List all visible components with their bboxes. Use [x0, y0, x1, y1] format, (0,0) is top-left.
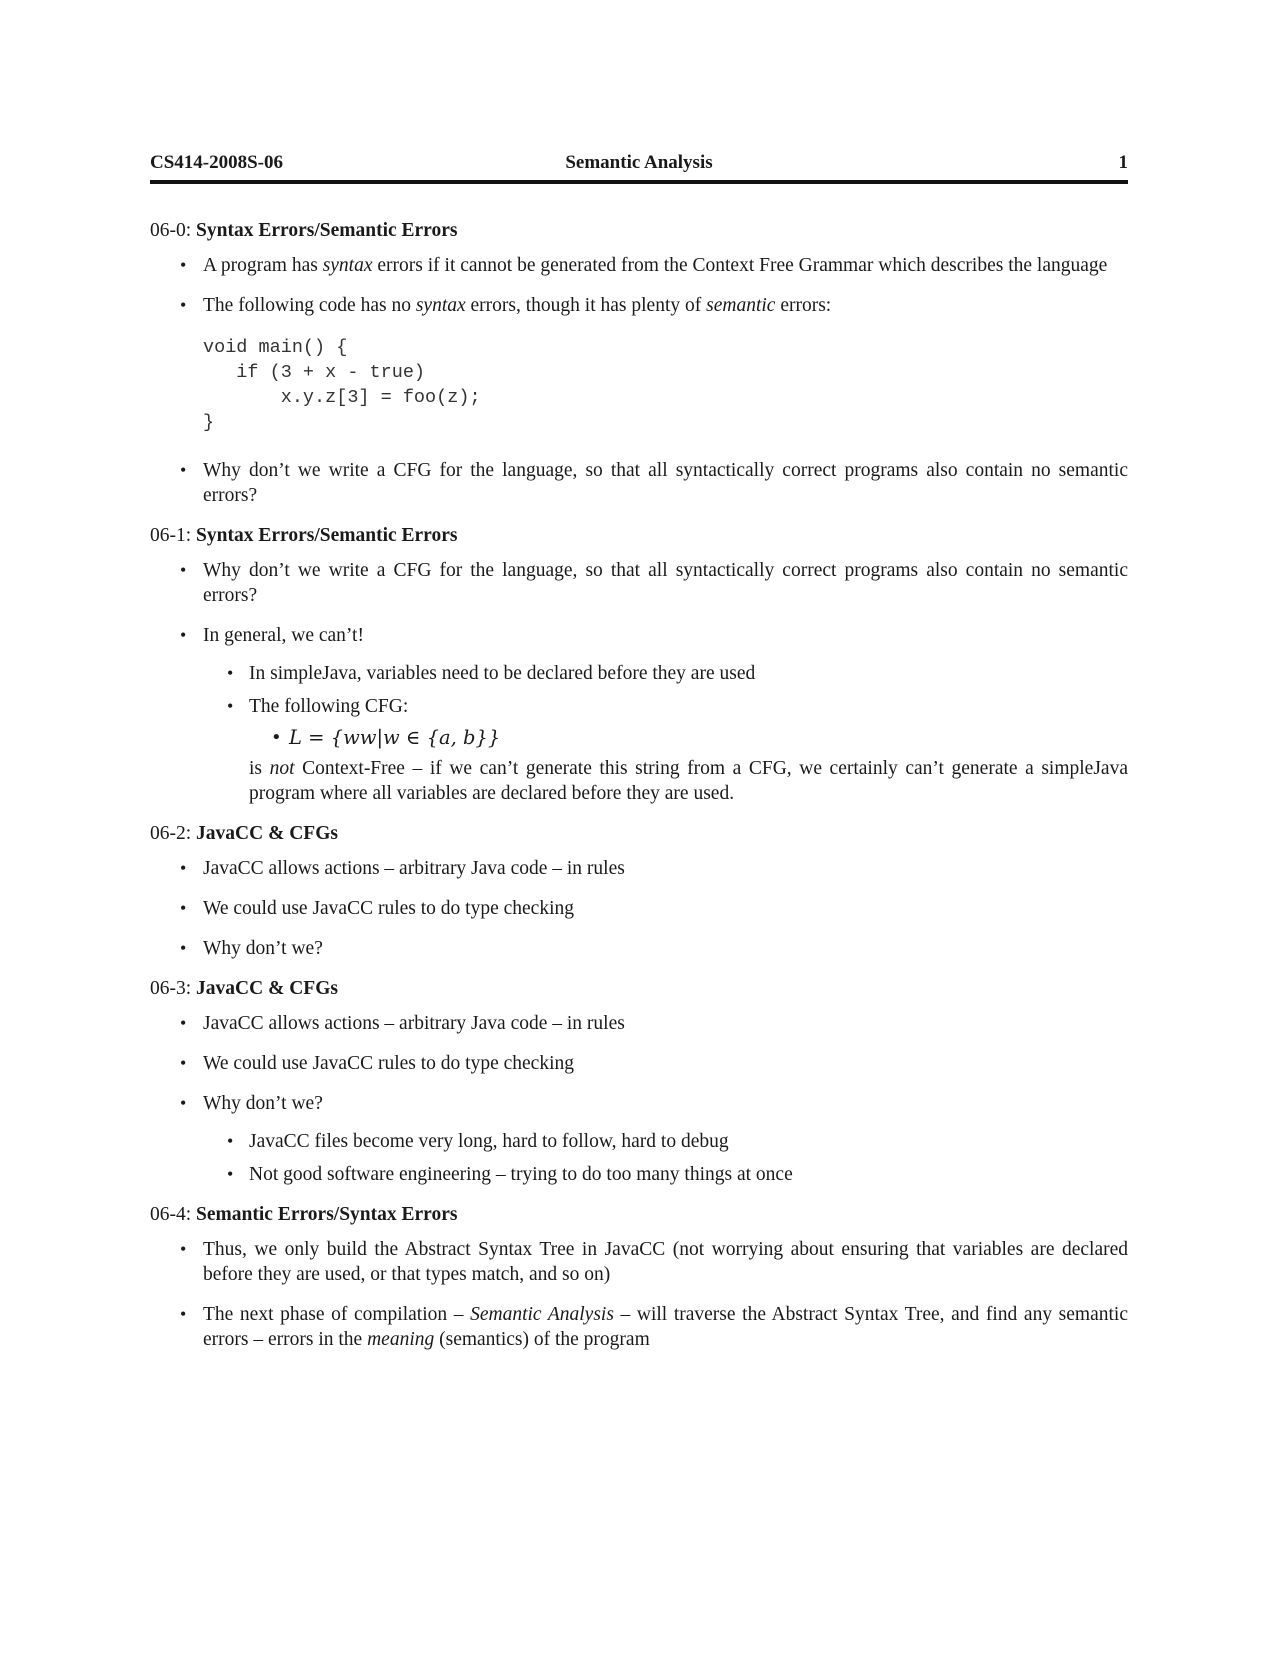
text: is: [249, 758, 270, 779]
text: Why don’t we?: [203, 1093, 323, 1114]
emphasis: semantic: [706, 295, 776, 316]
slide-06-4: [150, 1202, 1128, 1352]
slide-title: JavaCC & CFGs: [196, 823, 338, 844]
bullet-list: [150, 1011, 1128, 1187]
slide-heading: [150, 218, 1128, 243]
slide-title: Syntax Errors/Semantic Errors: [196, 525, 458, 546]
list-item: • Why don’t we?: [150, 936, 1128, 961]
slide-heading: [150, 976, 1128, 1001]
slide-title: Syntax Errors/Semantic Errors: [196, 220, 458, 241]
slide-number: 06-4:: [150, 1204, 192, 1225]
code-block: void main() { if (3 + x - true) x.y.z[3] = foo(z); }: [203, 337, 481, 433]
header-title: Semantic Analysis: [565, 152, 713, 173]
list-item: [150, 623, 1128, 806]
emphasis: meaning: [367, 1329, 435, 1350]
list-item: • JavaCC allows actions – arbitrary Java code – in rules: [150, 1011, 1128, 1036]
slide-heading: [150, 821, 1128, 846]
bullet-list: [150, 458, 1128, 508]
text: The next phase of compilation –: [203, 1304, 471, 1325]
emphasis: Semantic Analysis: [470, 1304, 614, 1325]
list-item: [150, 1302, 1128, 1352]
slide-number: 06-1:: [150, 525, 192, 546]
text: The following CFG:: [249, 696, 409, 717]
text: The following code has no: [203, 295, 416, 316]
list-item: • We could use JavaCC rules to do type checking: [150, 1051, 1128, 1076]
list-item: • Why don’t we write a CFG for the language, so that all syntactically correct programs also contain no semantic errors?: [150, 558, 1128, 608]
paragraph: [249, 756, 1128, 806]
text: – will traverse the Abstract Syntax Tree, and find any semantic errors – errors in the: [203, 1304, 1128, 1350]
text: (semantics) of the program: [434, 1329, 650, 1350]
list-item: [150, 1091, 1128, 1187]
bullet-list: [150, 1237, 1128, 1352]
sub-bullet-list: [203, 661, 1128, 806]
text: In general, we can’t!: [203, 625, 364, 646]
emphasis: syntax: [415, 295, 466, 316]
list-item: [203, 694, 1128, 806]
course-code: CS414-2008S-06: [150, 152, 284, 173]
list-item: • JavaCC files become very long, hard to follow, hard to debug: [203, 1129, 1128, 1154]
sub-bullet-list: [203, 1129, 1128, 1187]
bullet-list: [150, 856, 1128, 961]
slide-06-1: [150, 523, 1128, 806]
math-expression: • L = {ww|w ∈ {a, b}}: [249, 725, 1128, 750]
slide-06-2: [150, 821, 1128, 961]
list-item: • In simpleJava, variables need to be declared before they are used: [203, 661, 1128, 686]
list-item: [150, 253, 1128, 278]
list-item: • Thus, we only build the Abstract Syntax Tree in JavaCC (not worrying about ensuring that variables are declared before they are used, or that types match, and so on): [150, 1237, 1128, 1287]
slide-06-0: [150, 218, 1128, 508]
page-number: 1: [1118, 152, 1128, 173]
list-item: [150, 293, 1128, 318]
list-item: • We could use JavaCC rules to do type checking: [150, 896, 1128, 921]
bullet-list: [150, 253, 1128, 318]
sub-sub-bullet-list: [249, 725, 1128, 750]
slide-number: 06-3:: [150, 978, 192, 999]
emphasis: syntax: [322, 255, 373, 276]
text: Context-Free – if we can’t generate this string from a CFG, we certainly can’t generate a simpleJava program where all variables are declared before they are used.: [249, 758, 1128, 804]
slide-number: 06-0:: [150, 220, 192, 241]
bullet-list: [150, 558, 1128, 806]
slide-title: Semantic Errors/Syntax Errors: [196, 1204, 458, 1225]
text: errors, though it has plenty of: [465, 295, 707, 316]
slide-06-3: [150, 976, 1128, 1187]
slide-heading: [150, 1202, 1128, 1227]
list-item: • Why don’t we write a CFG for the language, so that all syntactically correct programs also contain no semantic errors?: [150, 458, 1128, 508]
slide-title: JavaCC & CFGs: [196, 978, 338, 999]
slide-number: 06-2:: [150, 823, 192, 844]
emphasis: not: [269, 758, 295, 779]
list-item: • Not good software engineering – trying to do too many things at once: [203, 1162, 1128, 1187]
text: errors:: [775, 295, 832, 316]
text: errors if it cannot be generated from the Context Free Grammar which describes the language: [372, 255, 1108, 276]
slide-heading: [150, 523, 1128, 548]
header-rule: [150, 180, 1128, 184]
page-content: [150, 218, 1128, 1367]
text: A program has: [203, 255, 323, 276]
list-item: • JavaCC allows actions – arbitrary Java code – in rules: [150, 856, 1128, 881]
